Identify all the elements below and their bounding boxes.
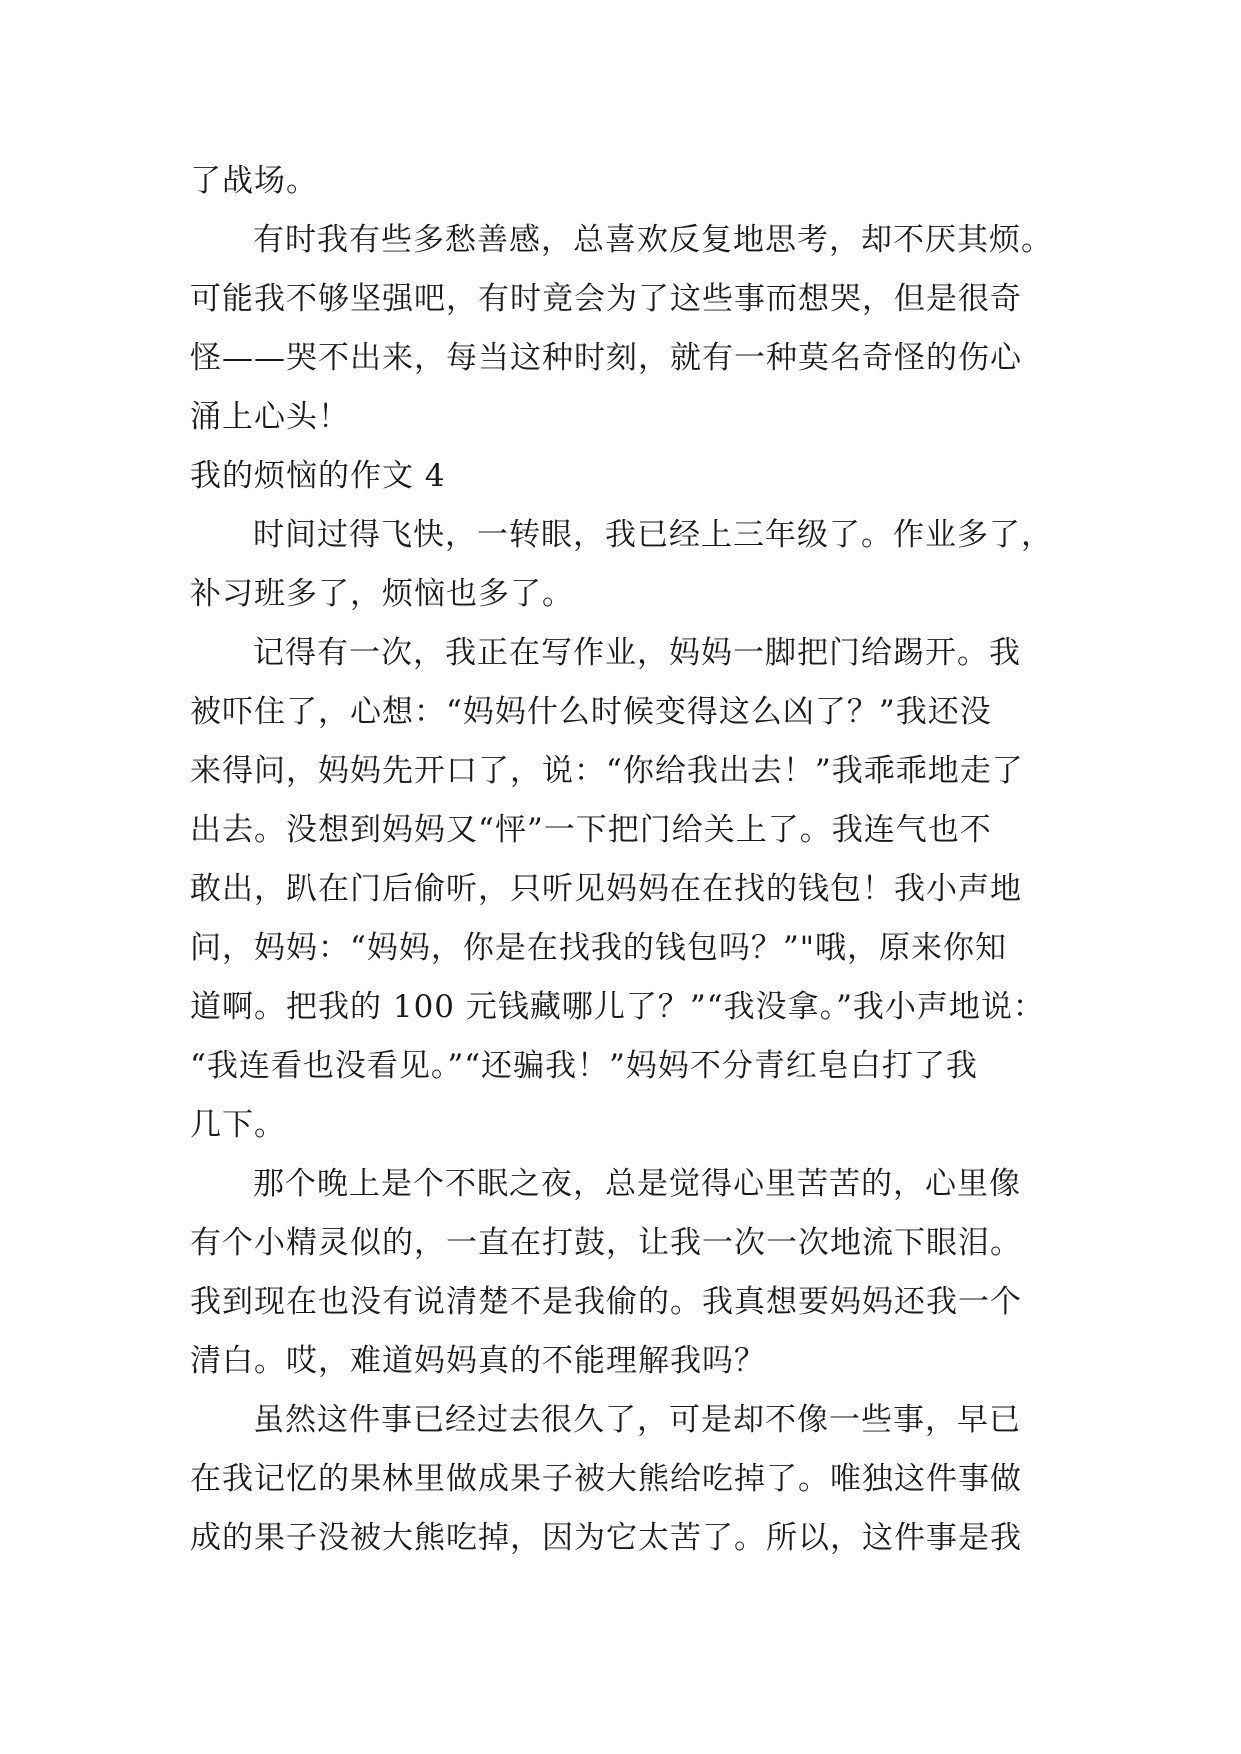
text-line: 我到现在也没有说清楚不是我偷的。我真想要妈妈还我一个 xyxy=(190,1284,1022,1320)
text-line: 可能我不够坚强吧，有时竟会为了这些事而想哭，但是很奇 xyxy=(190,281,1022,317)
text-line: 清白。哎，难道妈妈真的不能理解我吗？ xyxy=(190,1343,766,1379)
text-line: 出去。没想到妈妈又“怦”一下把门给关上了。我连气也不 xyxy=(190,812,992,848)
text-line: 道啊。把我的 100 元钱藏哪儿了？”“我没拿。”我小声地说： xyxy=(190,989,1045,1025)
text-line: 涌上心头！ xyxy=(190,399,350,435)
text-line: 那个晚上是个不眠之夜，总是觉得心里苦苦的，心里像 xyxy=(253,1166,1021,1202)
text-line: 时间过得飞快，一转眼，我已经上三年级了。作业多了， xyxy=(253,517,1053,553)
text-line: 记得有一次，我正在写作业，妈妈一脚把门给踢开。我 xyxy=(253,635,1021,671)
text-line: 虽然这件事已经过去很久了，可是却不像一些事，早已 xyxy=(253,1402,1021,1438)
body-text xyxy=(190,152,1090,1568)
text-line: 敢出，趴在门后偷听，只听见妈妈在在找的钱包！我小声地 xyxy=(190,871,1022,907)
text-line: 来得问，妈妈先开口了，说：“你给我出去！”我乖乖地走了 xyxy=(190,753,1024,789)
text-line: 补习班多了，烦恼也多了。 xyxy=(190,576,574,612)
text-line: 有时我有些多愁善感，总喜欢反复地思考，却不厌其烦。 xyxy=(253,222,1053,258)
text-line: 问，妈妈：“妈妈，你是在找我的钱包吗？”"哦，原来你知 xyxy=(190,930,1007,966)
text-line: 怪——哭不出来，每当这种时刻，就有一种莫名奇怪的伤心 xyxy=(190,340,1022,376)
text-line: “我连看也没看见。”“还骗我！”妈妈不分青红皂白打了我 xyxy=(190,1048,978,1084)
text-line: 成的果子没被大熊吃掉，因为它太苦了。所以，这件事是我 xyxy=(190,1520,1022,1556)
text-line: 有个小精灵似的，一直在打鼓，让我一次一次地流下眼泪。 xyxy=(190,1225,1022,1261)
text-line: 在我记忆的果林里做成果子被大熊给吃掉了。唯独这件事做 xyxy=(190,1461,1022,1497)
text-line: 几下。 xyxy=(190,1107,286,1143)
text-line: 了战场。 xyxy=(190,163,318,199)
text-line: 被吓住了，心想：“妈妈什么时候变得这么凶了？”我还没 xyxy=(190,694,992,730)
section-heading: 我的烦恼的作文 4 xyxy=(190,458,446,494)
